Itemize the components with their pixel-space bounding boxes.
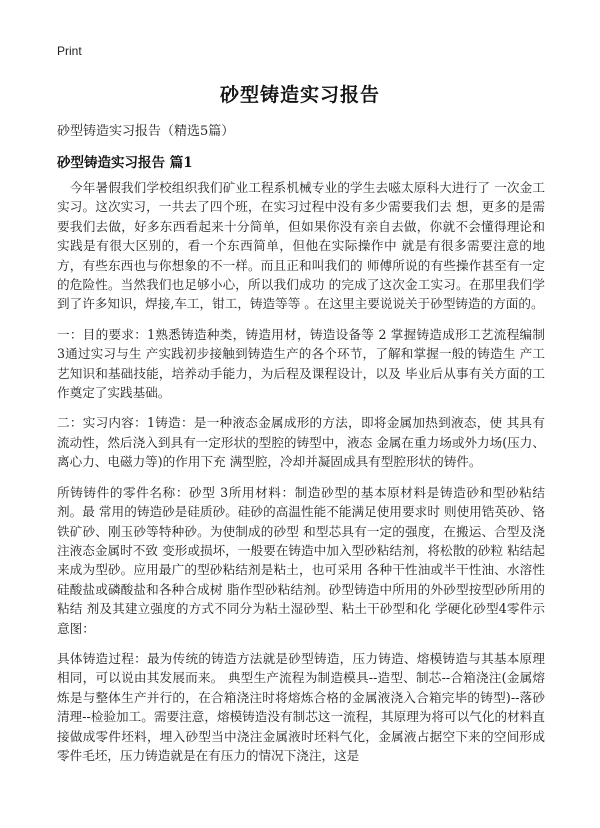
paragraph-3: 二：实习内容：1铸造：是一种液态金属成形的方法，即将金属加热到液态，使 其具有流动性，然后浇入到具有一定形状的型腔的铸型中，液态 金属在重力场或外力场(压力、离心力、电磁力等)的作用下充 满型腔，冷却并凝固成具有型腔形状的铸件。 [57,415,545,470]
document-body [57,178,545,776]
paragraph-4: 所铸铸件的零件名称：砂型 3所用材料：制造砂型的基本原材料是铸造砂和型砂粘结剂。最 常用的铸造砂是硅质砂。硅砂的高温性能不能满足使用要求时 则使用锆英砂、铬铁矿砂、刚玉砂等特种砂。为使制成的砂型 和型芯具有一定的强度，在搬运、合型及浇注液态金属时不致 变形或损坏，一般要在铸造中加入型砂粘结剂，将松散的砂粒 粘结起来成为型砂。应用最广的型砂粘结剂是粘土，也可采用 各种干性油或半干性油、水溶性硅酸盐或磷酸盐和各种合成树 脂作型砂粘结剂。砂型铸造中所用的外砂型按型砂所用的粘结 剂及其建立强度的方式不同分为粘土湿砂型、粘土干砂型和化 学硬化砂型4零件示意图： [57,484,545,636]
section-heading: 砂型铸造实习报告 篇1 [57,155,193,171]
document-subtitle: 砂型铸造实习报告（精选5篇） [57,124,235,139]
paragraph-2: 一：目的要求：1熟悉铸造种类，铸造用材，铸造设备等 2 掌握铸造成形工艺流程编制 3通过实习与生 产实践初步接触到铸造生产的各个环节，了解和掌握一般的铸造生 产工艺知识和基础技能，培养动手能力，为后程及课程设计，以及 毕业后从事有关方面的工作奠定了实践基础。 [57,326,545,401]
print-label: Print [57,44,82,58]
paragraph-1: 今年暑假我们学校组织我们矿业工程系机械专业的学生去嗞太原科大进行了 一次金工实习。这次实习，一共去了四个班，在实习过程中没有多少需要我们去 想，更多的是需要我们去做，好多东西看起来十分简单，但如果你没有亲自去做，你就不会懂得理论和实践是有很大区别的，看一个东西简单，但他在实际操作中 就是有很多需要注意的地方，有些东西也与你想象的不一样。而且正和叫我们的 师傅所说的有些操作甚至有一定的危险性。当然我们也足够小心，所以我们成功 的完成了这次金工实习。在那里我们学到了许多知识，焊接,车工，钳工，铸造等等 。在这里主要说说关于砂型铸造的方面的。 [57,180,545,312]
paragraph-5: 具体铸造过程：最为传统的铸造方法就是砂型铸造，压力铸造、熔模铸造与其基本原理相同，可以说由其发展而来。 典型生产流程为制造模具--造型、制芯--合箱浇注(金属熔炼是与整体生产并行的，在合箱浇注时将熔炼合格的金属液浇入合箱完毕的铸型)--落砂清理--检验加工。需要注意，熔模铸造没有制芯这一流程，其原理为将可以气化的材料直接做成零件坯料，埋入砂型当中浇注金属液时坯料气化，金属液占据空下来的空间形成零件毛坯，压力铸造就是在有压力的情况下浇注，这是 [57,650,545,763]
document-title: 砂型铸造实习报告 [219,84,380,106]
